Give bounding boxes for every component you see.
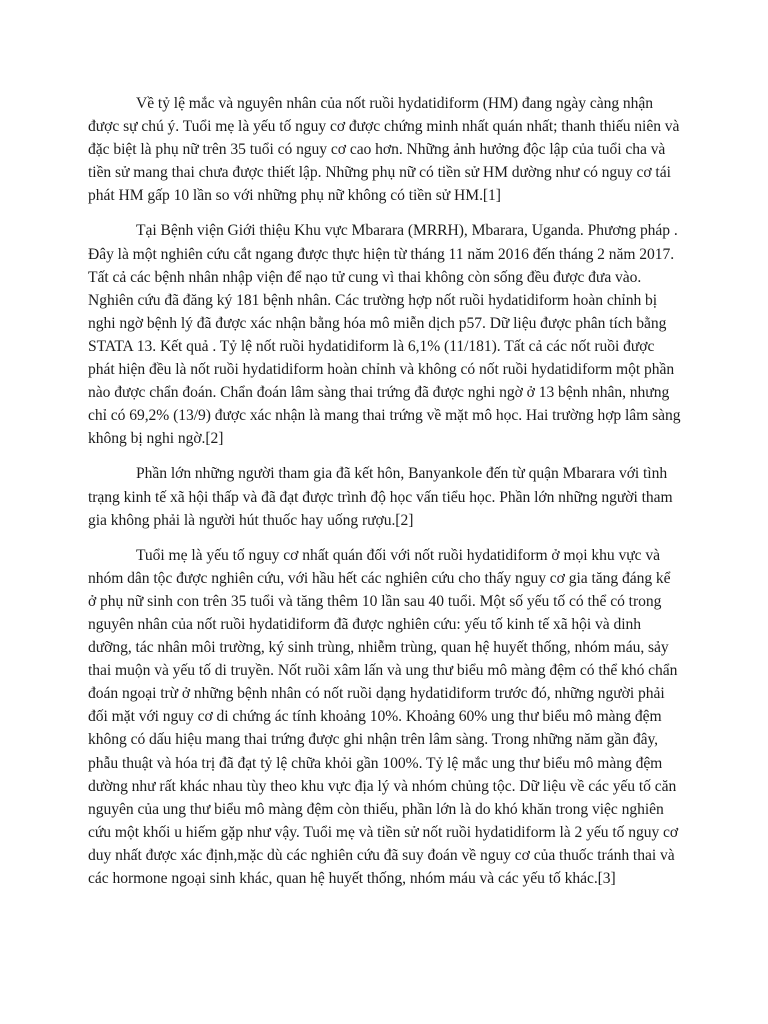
paragraph-risk-factors-intro: Về tỷ lệ mắc và nguyên nhân của nốt ruồi hydatidiform (HM) đang ngày càng nhận được sự chú ý. Tuổi mẹ là yếu tố nguy cơ được chứng minh nhất quán nhất; thanh thiếu niên và đặc biệt là phụ nữ trên 35 tuổi có nguy cơ cao hơn. Những ảnh hưởng độc lập của tuổi cha và tiền sử mang thai chưa được thiết lập. Những phụ nữ có tiền sử HM dường như có nguy cơ tái phát HM gấp 10 lần so với những phụ nữ không có tiền sử HM.[1] bbox=[88, 95, 680, 205]
paragraph-maternal-age-choriocarcinoma: Tuổi mẹ là yếu tố nguy cơ nhất quán đối với nốt ruồi hydatidiform ở mọi khu vực và nhóm dân tộc được nghiên cứu, với hầu hết các nghiên cứu cho thấy nguy cơ gia tăng đáng kể ở phụ nữ sinh con trên 35 tuổi và tăng thêm 10 lần sau 40 tuổi. Một số yếu tố có thể có trong nguyên nhân của nốt ruồi hydatidiform đã được nghiên cứu: yếu tố kinh tế xã hội và dinh dưỡng, tác nhân môi trường, ký sinh trùng, nhiễm trùng, quan hệ huyết thống, nhóm máu, sảy thai muộn và yếu tố di truyền. Nốt ruồi xâm lấn và ung thư biểu mô màng đệm có thể khó chẩn đoán ngoại trừ ở những bệnh nhân có nốt ruồi dạng hydatidiform trước đó, những người phải đối mặt với nguy cơ di chứng ác tính khoảng 10%. Khoảng 60% ung thư biểu mô màng đệm không có dấu hiệu mang thai trứng được ghi nhận trên lâm sàng. Trong những năm gần đây, phẫu thuật và hóa trị đã đạt tỷ lệ chữa khỏi gần 100%. Tỷ lệ mắc ung thư biểu mô màng đệm dường như rất khác nhau tùy theo khu vực địa lý và nhóm chủng tộc. Dữ liệu về các yếu tố căn nguyên của ung thư biểu mô màng đệm còn thiếu, phần lớn là do khó khăn trong việc nghiên cứu một khối u hiếm gặp như vậy. Tuổi mẹ và tiền sử nốt ruồi hydatidiform là 2 yếu tố nguy cơ duy nhất được xác định,mặc dù các nghiên cứu đã suy đoán về nguy cơ của thuốc tránh thai và các hormone ngoại sinh khác, quan hệ huyết thống, nhóm máu và các yếu tố khác.[3] bbox=[88, 546, 679, 887]
paragraph-mrrh-study: Tại Bệnh viện Giới thiệu Khu vực Mbarara (MRRH), Mbarara, Uganda. Phương pháp . Đây là một nghiên cứu cắt ngang được thực hiện từ tháng 11 năm 2016 đến tháng 2 năm 2017. Tất cả các bệnh nhân nhập viện để nạo tử cung vì thai không còn sống đều được đưa vào. Nghiên cứu đã đăng ký 181 bệnh nhân. Các trường hợp nốt ruồi hydatidiform hoàn chỉnh bị nghi ngờ bệnh lý đã được xác nhận bằng hóa mô miễn dịch p57. Dữ liệu được phân tích bằng STATA 13. Kết quả . Tỷ lệ nốt ruồi hydatidiform là 6,1% (11/181). Tất cả các nốt ruồi được phát hiện đều là nốt ruồi hydatidiform hoàn chỉnh và không có nốt ruồi hydatidiform một phần nào được chẩn đoán. Chẩn đoán lâm sàng thai trứng đã được nghi ngờ ở 13 bệnh nhân, nhưng chỉ có 69,2% (13/9) được xác nhận là mang thai trứng về mặt mô học. Hai trường hợp lâm sàng không bị nghi ngờ.[2] bbox=[88, 222, 681, 448]
paragraph-participants: Phần lớn những người tham gia đã kết hôn, Banyankole đến từ quận Mbarara với tình trạng kinh tế xã hội thấp và đã đạt được trình độ học vấn tiểu học. Phần lớn những người tham gia không phải là người hút thuốc hay uống rượu.[2] bbox=[88, 465, 673, 529]
document-page bbox=[88, 92, 682, 902]
